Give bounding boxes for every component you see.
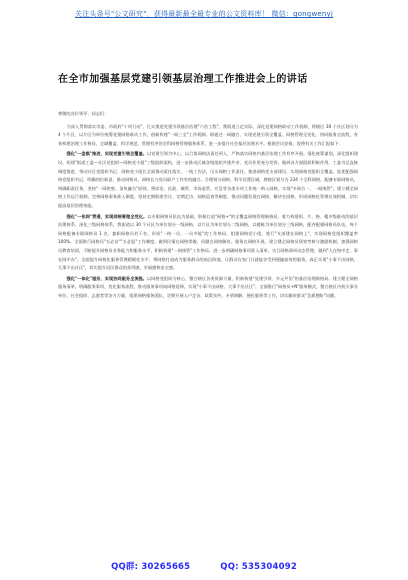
section-heading: 强化"一盘棋"推进，实现党建引领全覆盖。 [66,151,147,157]
document-title-block [58,68,358,86]
paragraph-section-1 [58,150,358,210]
paragraph-section-3 [58,275,358,301]
qq-group: QQ群: 30265665 [111,562,191,572]
banner-link[interactable]: 关注头条号"公文研究"，获得最新最全最专业的公文资料库！ 微信：gongwenyj [74,10,334,18]
qq-number: QQ: 535304092 [220,562,297,572]
paragraph-text: 以党建引领为中心，以吕第网格法责任到人，严格落实网格内基层治理工作有序开展。强化统筹谋划，深化组织建设，构建"街道工委—社区党组织—网格党小组"三级组织架构，进一步推动区域各级组织共建共享、党员作用充分发挥，做到各方面组织积极作用，工委书记直接调度推进，带动社区党组织书记、网格党小组长全面推动责任落实、一线工作法，压实网格工作责任。推进网格党支部建设，实现网格党组织全覆盖。选优配强网格党组织书记，明确岗位职责，推动网格员、网格长与党员联户工作有机融合。合理划分网格，科学设置区域，将辖区划分为 234 个全科网格，配备专职网格员，明确职责任务，坚持"一网兜底、条块融合"原则，将综治、民政、城管、市场监管、应急等各类专项工作统一纳入网格，实现"多网合一、一网统管"。建立健全网格工作运行机制，完善网格事务准入制度，坚持定期联席会议、定期走访、网格巡查等制度，推动问题发现在网格、解决在网格，形成网格化管理长效机制，切实提高基层治理效能。 [58,151,358,208]
footer-contact [111,560,297,572]
footer-contact-bar [0,552,408,580]
section-heading: 强化"一体化"服务，实现协同服务全流程。 [66,275,148,281]
paragraph-intro [58,123,358,149]
paragraph-text: 以专职网格员队伍为基础，积极打造"网格+"的全覆盖网格管理新格局，着力构建街、片、格、楼多级联动的基层治理体系。深化三级网格体系，我街道以 30 个社区为单位划分一级网格，以片区为单位划分二级网格，以楼栋为单位划分三级网格，配齐配强网格员队伍，每个网格配备专职网格员 1 名、兼职网格员若干名，形成"一格一员、一员多能"的工作格局。组建网格党小组，推行"支部建在网格上"，实现网格党组织覆盖率 100%。全面推行网格员"五必访""五必报"工作制度，做到民情在网格掌握、问题在网格解决、服务在网格开展，建立健全网格员绩效考核与激励机制，加强网格员教育培训，不断提升网格员业务能力和服务水平，积极构建"一网统管"工作格局。进一步明确网格事项准入清单，实行网格事项动态管理，做到"人在格中走、事在网中办"，全面提升网格化服务管理精细化水平，将网格打造成为服务群众的前沿阵地，让群众在家门口就能享受到便捷高效的服务，真正实现"小事不出网格、大事不出社区"，切实提升居民群众的获得感、幸福感和安全感。 [58,213,358,271]
document-body [58,110,358,302]
section-heading: 强化"一张网"贯通，实现网格管理全党化。 [66,213,148,219]
paragraph-text: 以网格党组织为核心，整合辖区各类资源力量，积极构建"党建引领、多元共治"的基层治理新格局。建立健全网格服务清单，明确服务事项，优化服务流程，推动服务事项向网格延伸，实现"小事不出网格、大事不出社区"。全面推行"网格员+N"服务模式，整合辖区内机关事业单位、社会组织、志愿者等各方力量，组建网格服务团队，定期开展入户走访、政策宣传、矛盾调解、便民服务等工作，切实解决群众"急难愁盼"问题。 [58,275,358,298]
top-banner [0,0,408,28]
paragraph-text: 为深入贯彻落实市委、市政府"十项行动"，扎实推进党建引领基层治理"六治工程"，我街道立足实际，深化党建网格联动工作机制，将辖区 30 个社区划分为 4 个片区，以片区为单位统筹党建网格联动工作，创新构建"一网三全"工作机制。即通过一网融合、实现党建引领全覆盖、网格管理全党化、协同服务全流程，有效构建治理工作格局，全域覆盖、科学规范、管理有序的全科网格管理服务体系，进一步提升社会基层治理水平。根据会议安排，现将有关工作汇报如下： [58,123,358,146]
paragraph-section-2 [58,213,358,273]
document-title: 在全市加强基层党建引领基层治理工作推进会上的讲话 [58,73,308,85]
greeting: 尊敬的各位领导、同志们： [58,111,109,116]
